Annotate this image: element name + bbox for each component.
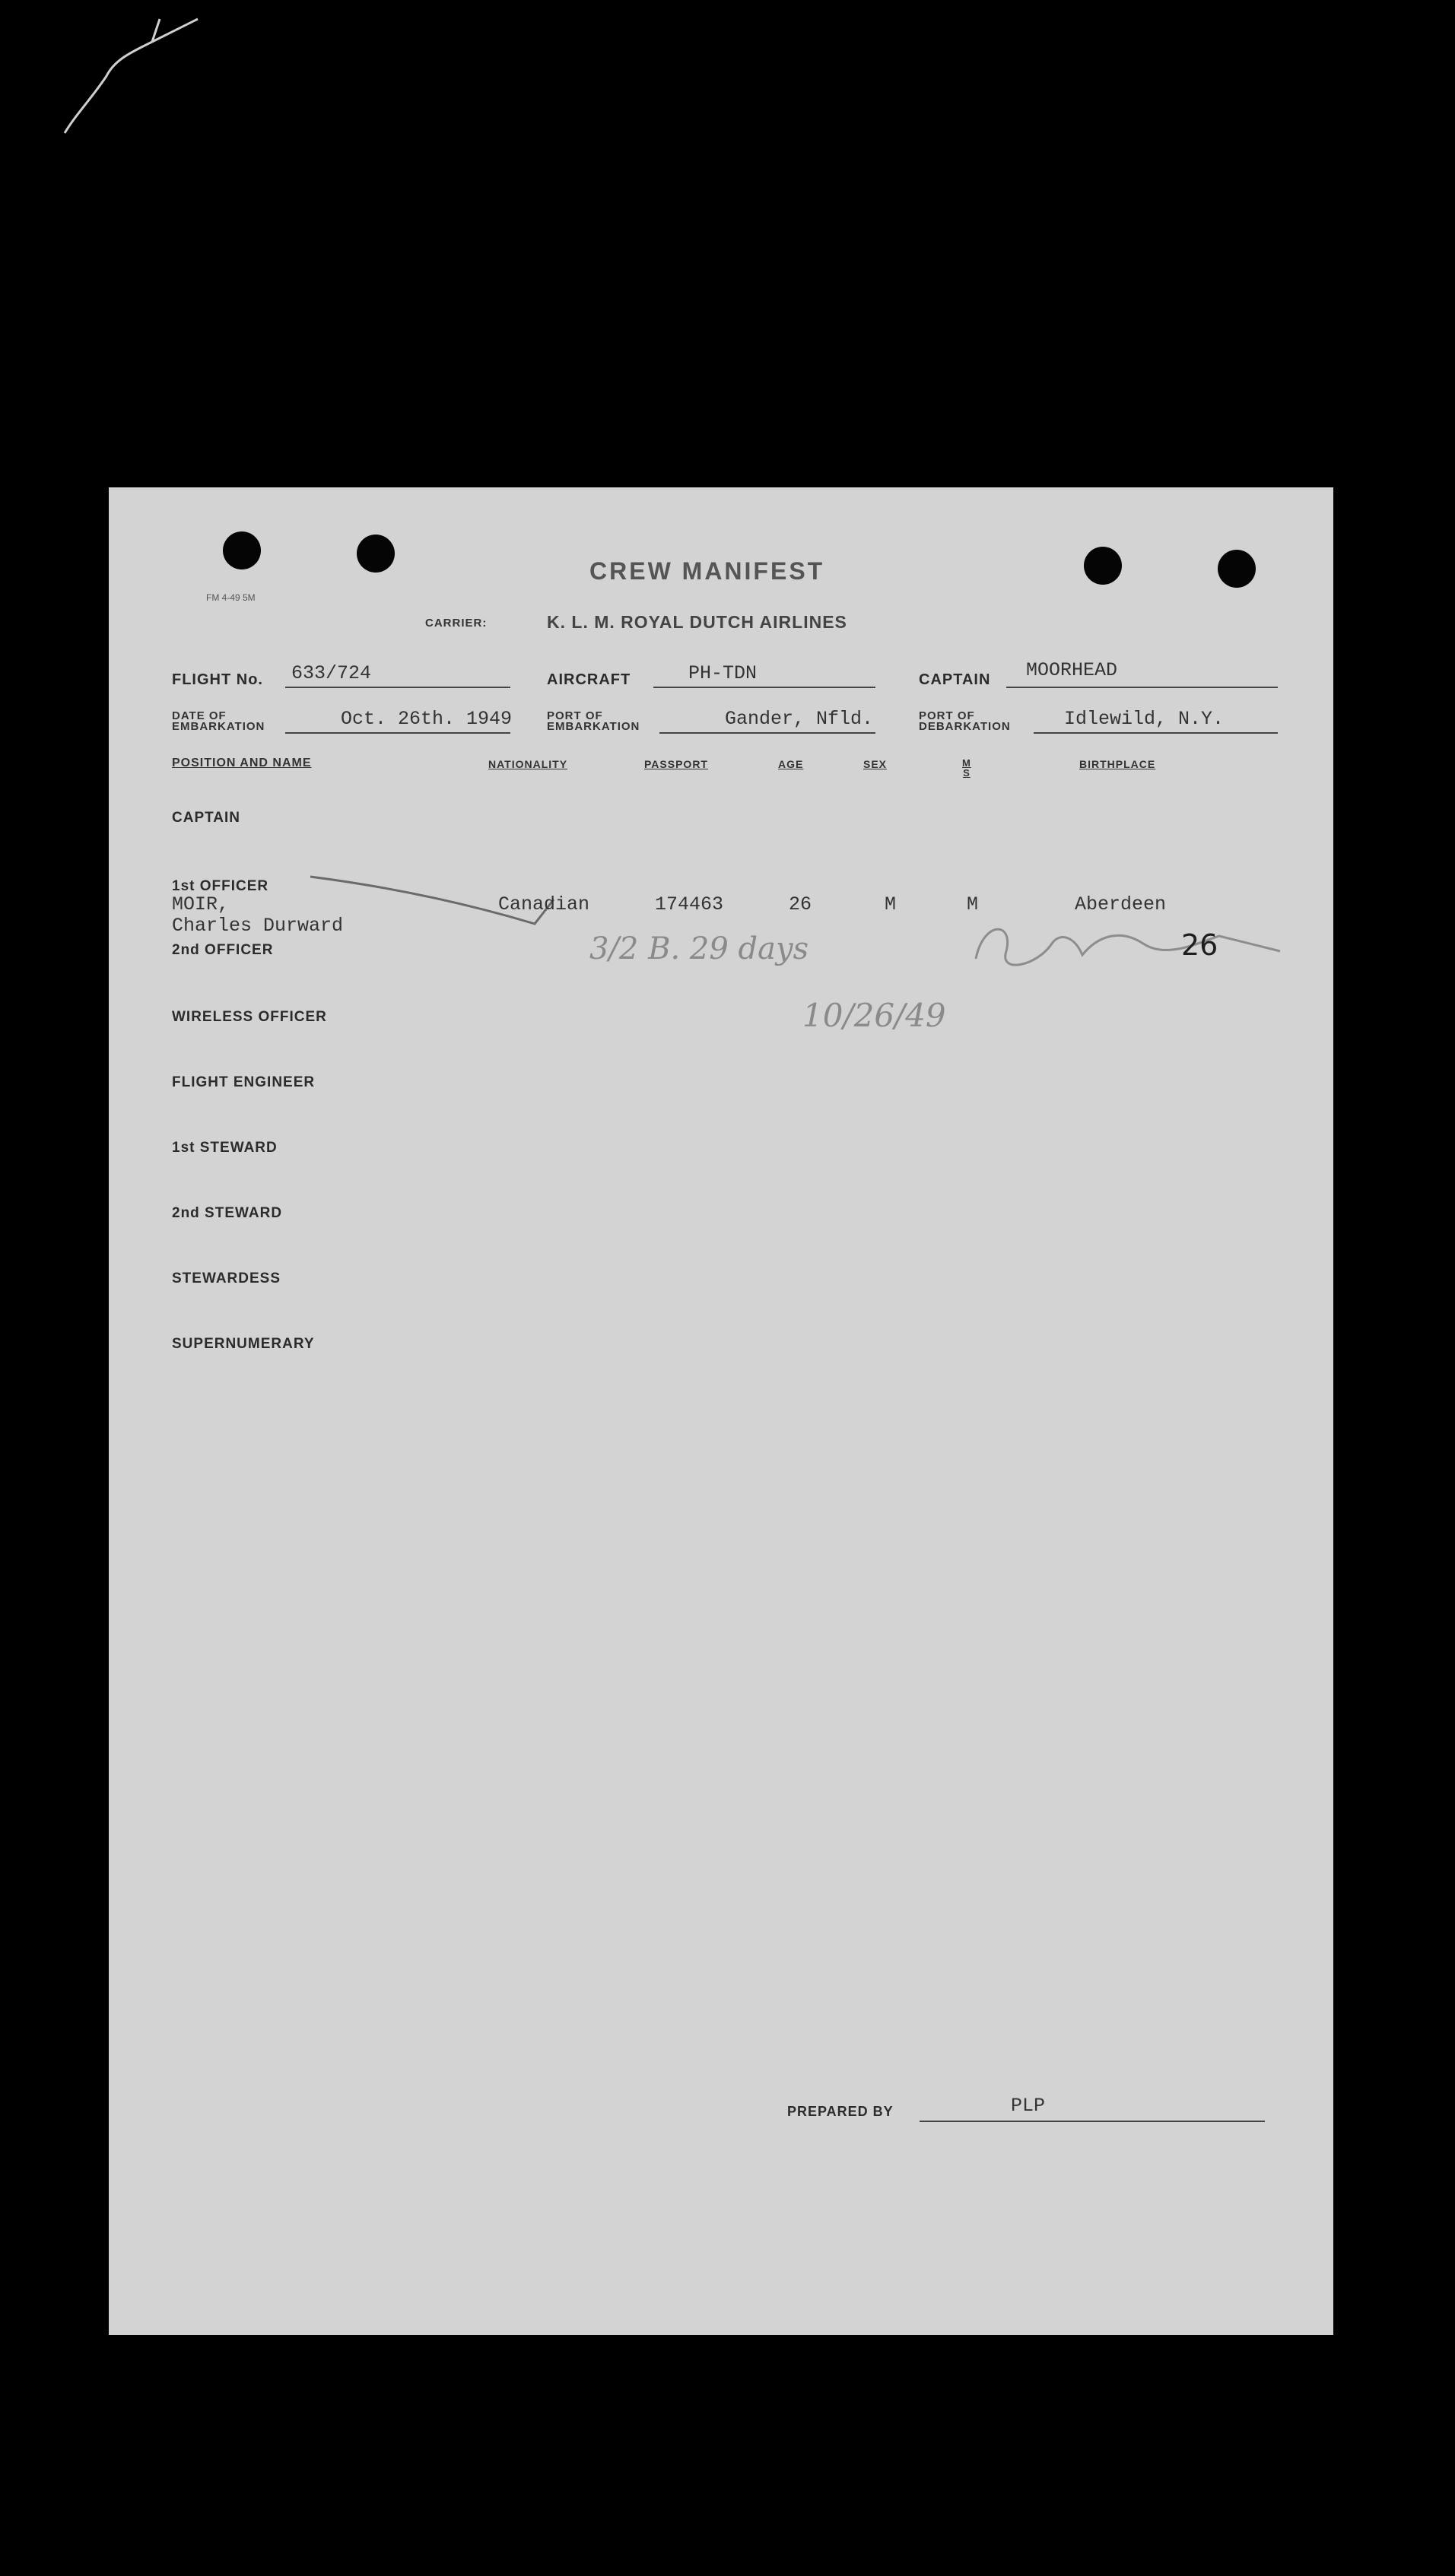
position-wireless-officer: WIRELESS OFFICER bbox=[172, 1009, 327, 1025]
prepared-by-initials: PLP bbox=[1011, 2095, 1046, 2117]
punch-hole-left-1 bbox=[223, 531, 261, 569]
position-second-officer: 2nd OFFICER bbox=[172, 942, 274, 958]
port-debarkation-line bbox=[1034, 732, 1278, 734]
port-debarkation-label: PORT OF DEBARKATION bbox=[919, 709, 1011, 733]
handwritten-admission-note: 3/2 B. 29 days bbox=[589, 931, 809, 966]
handwritten-signature bbox=[968, 913, 1288, 989]
port-embarkation-line bbox=[659, 732, 875, 734]
stamped-number: 26 bbox=[1181, 928, 1218, 962]
aircraft-line bbox=[653, 687, 875, 688]
port-debarkation: Idlewild, N.Y. bbox=[1064, 708, 1225, 730]
col-passport: PASSPORT bbox=[644, 758, 708, 770]
flight-number: 633/724 bbox=[291, 662, 372, 684]
captain-name: MOORHEAD bbox=[1026, 659, 1118, 681]
crew-birthplace: Aberdeen bbox=[1075, 893, 1167, 915]
embarkation-date-line bbox=[285, 732, 510, 734]
form-code: FM 4-49 5M bbox=[206, 592, 256, 603]
col-position-name: POSITION AND NAME bbox=[172, 757, 312, 769]
crew-age: 26 bbox=[789, 893, 812, 915]
embarkation-date: Oct. 26th. 1949 bbox=[341, 708, 513, 730]
stray-fiber bbox=[61, 8, 213, 144]
punch-hole-right-1 bbox=[1084, 547, 1122, 585]
punch-hole-left-2 bbox=[357, 535, 395, 573]
carrier-name: K. L. M. ROYAL DUTCH AIRLINES bbox=[547, 612, 847, 632]
aircraft-label: AIRCRAFT bbox=[547, 671, 631, 688]
position-stewardess: STEWARDESS bbox=[172, 1271, 281, 1286]
port-embarkation-label: PORT OF EMBARKATION bbox=[547, 709, 640, 733]
crew-passport: 174463 bbox=[655, 893, 724, 915]
handwritten-date: 10/26/49 bbox=[802, 997, 946, 1034]
port-embarkation: Gander, Nfld. bbox=[725, 708, 874, 730]
position-first-officer: 1st OFFICER bbox=[172, 878, 269, 894]
crew-nationality: Canadian bbox=[498, 893, 590, 915]
prepared-by-line bbox=[920, 2121, 1265, 2122]
crew-marital: M bbox=[967, 893, 979, 915]
aircraft-registration: PH-TDN bbox=[688, 662, 758, 684]
col-nationality: NATIONALITY bbox=[488, 758, 568, 770]
document-title: CREW MANIFEST bbox=[589, 557, 825, 585]
carrier-label: CARRIER: bbox=[425, 617, 488, 630]
prepared-by-label: PREPARED BY bbox=[787, 2104, 894, 2119]
position-supernumerary: SUPERNUMERARY bbox=[172, 1336, 315, 1352]
col-age: AGE bbox=[778, 758, 804, 770]
col-marital: M S bbox=[962, 757, 971, 779]
position-first-steward: 1st STEWARD bbox=[172, 1140, 278, 1156]
position-captain: CAPTAIN bbox=[172, 810, 241, 826]
crew-sex: M bbox=[885, 893, 897, 915]
punch-hole-right-2 bbox=[1218, 550, 1256, 588]
col-birthplace: BIRTHPLACE bbox=[1079, 758, 1156, 770]
captain-label: CAPTAIN bbox=[919, 671, 991, 688]
crew-given-names: Charles Durward bbox=[172, 915, 344, 937]
flight-line bbox=[285, 687, 510, 688]
crew-surname: MOIR, bbox=[172, 893, 230, 915]
position-flight-engineer: FLIGHT ENGINEER bbox=[172, 1074, 316, 1090]
flight-label: FLIGHT No. bbox=[172, 671, 263, 688]
col-sex: SEX bbox=[863, 758, 888, 770]
captain-line bbox=[1006, 687, 1278, 688]
embarkation-date-label: DATE OF EMBARKATION bbox=[172, 709, 265, 733]
position-second-steward: 2nd STEWARD bbox=[172, 1205, 283, 1221]
manifest-sheet bbox=[109, 487, 1333, 2335]
